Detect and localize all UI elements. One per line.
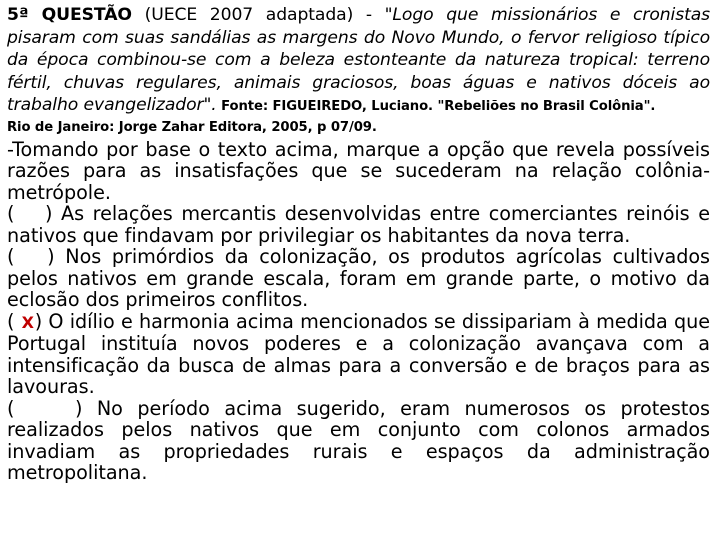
option-b-open-paren: ( bbox=[7, 245, 26, 268]
question-body bbox=[7, 139, 710, 484]
option-a[interactable] bbox=[7, 203, 710, 246]
option-c-close-paren: ) bbox=[34, 309, 43, 333]
option-d-open-paren: ( bbox=[7, 396, 29, 420]
reference-line-1: Fonte: FIGUEIREDO, Luciano. "Rebeliões no Brasil Colônia". bbox=[216, 99, 656, 114]
question-source-exam: (UECE 2007 adaptada) - bbox=[131, 5, 385, 25]
option-b[interactable] bbox=[7, 246, 710, 311]
option-a-close-paren: ) bbox=[45, 202, 53, 225]
option-a-open-paren: ( bbox=[7, 202, 24, 225]
question-prompt: -Tomando por base o texto acima, marque a opção que revela possíveis razões para as insatisfações que se sucederam na relação colônia-metrópole. bbox=[7, 137, 710, 204]
option-a-text: As relações mercantis desenvolvidas entre comerciantes reinóis e nativos que findavam por privilegiar os habitantes da nova terra. bbox=[7, 202, 710, 247]
option-b-text: Nos primórdios da colonização, os produtos agrícolas cultivados pelos nativos em grande escala, foram em grande parte, o motivo da eclosão dos primeiros conflitos. bbox=[7, 245, 710, 311]
question-quote: "Logo que missionários e cronistas pisaram com suas sandálias as margens do Novo Mundo, o fervor religioso típico da época combinou-se com a beleza estonteante da natureza tropical: terreno fértil, chuvas regulares, animais graciosos, boas águas e nativos dóceis ao trabalho evangelizador". bbox=[7, 5, 711, 115]
question-header bbox=[7, 4, 710, 137]
reference-line-2: Rio de Janeiro: Jorge Zahar Editora, 2005, p 07/09. bbox=[7, 119, 377, 135]
option-d[interactable] bbox=[7, 398, 710, 484]
option-d-text: No período acima sugerido, eram numerosos os protestos realizados pelos nativos que em conjunto com colonos armados invadiam as propriedades rurais e espaços da administração metropolitana. bbox=[7, 396, 710, 484]
option-c-text: O idílio e harmonia acima mencionados se dissipariam à medida que Portugal instituía novos poderes e a colonização avançava com a intensificação da busca de almas para a conversão e de braços para as lavouras. bbox=[7, 309, 710, 398]
option-c-open-paren: ( bbox=[7, 309, 21, 333]
option-c[interactable] bbox=[7, 311, 710, 398]
option-c-mark[interactable]: X bbox=[21, 312, 34, 332]
option-d-close-paren: ) bbox=[74, 396, 83, 420]
option-b-close-paren: ) bbox=[47, 245, 55, 268]
question-number: 5ª QUESTÃO bbox=[7, 5, 132, 25]
